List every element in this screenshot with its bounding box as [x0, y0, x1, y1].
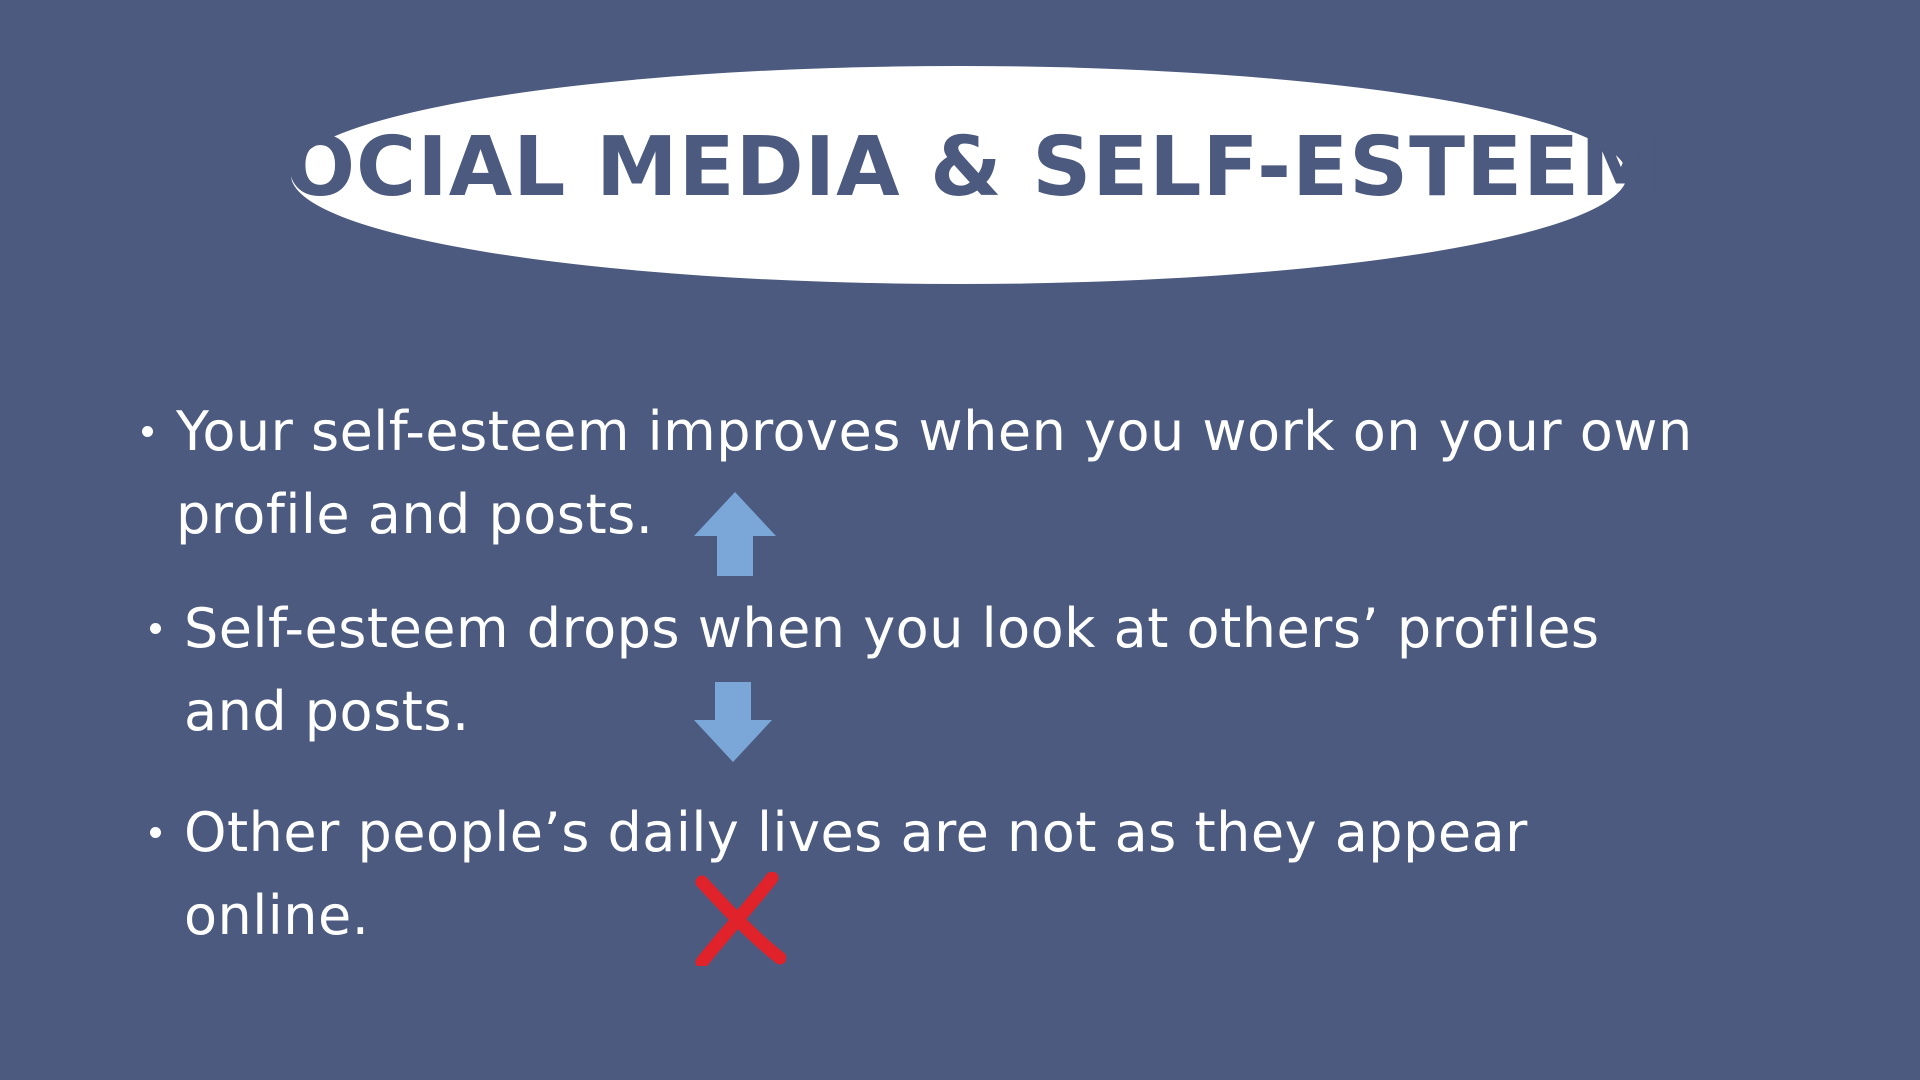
bullet-item-2	[184, 587, 1774, 753]
bullet-1-line-1: Your self-esteem improves when you work on your own	[176, 400, 1693, 463]
arrow-up-icon	[694, 492, 776, 576]
bullet-3-line-1: Other people’s daily lives are not as they appear	[184, 801, 1528, 864]
bullet-1-line-2: profile and posts.	[176, 483, 654, 546]
bullet-dot	[150, 623, 161, 634]
title-pill	[225, 66, 1663, 284]
bullet-item-3	[184, 791, 1774, 957]
bullet-2-line-1: Self-esteem drops when you look at others’ profiles	[184, 597, 1600, 660]
bullet-3-line-2: online.	[184, 884, 370, 947]
bullet-2-line-2: and posts.	[184, 680, 470, 743]
x-mark-icon	[694, 872, 786, 966]
bullet-dot	[142, 426, 153, 437]
page-title: SOCIAL MEDIA & SELF-ESTEEM	[225, 119, 1663, 215]
bullet-dot	[150, 827, 161, 838]
arrow-down-icon	[694, 682, 772, 762]
bullet-item-1	[176, 390, 1766, 556]
